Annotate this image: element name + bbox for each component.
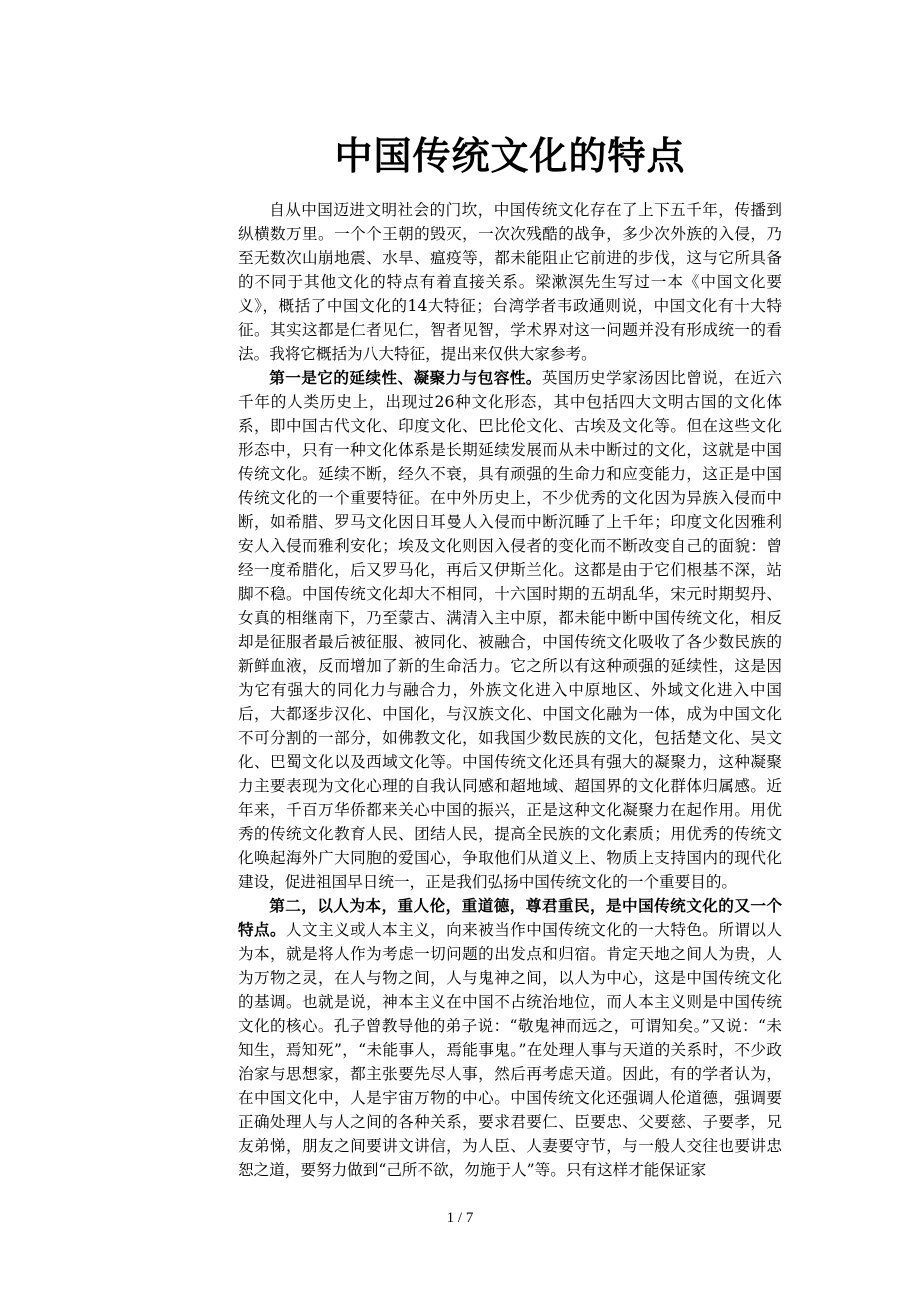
paragraph-feature-2 <box>238 894 782 1182</box>
page-number: 1 / 7 <box>446 1210 474 1226</box>
paragraph-text: 自从中国迈进文明社会的门坎，中国传统文化存在了上下五千年，传播到纵横数万里。一个个王朝的毁灭，一次次残酷的战争，多少次外族的入侵，乃至无数次山崩地震、水旱、瘟疫等，都未能阻止它前进的步伐，这与它所具备的不同于其他文化的特点有着直接关系。梁漱溟先生写过一本《中国文化要义》，概括了中国文化的14大特征；台湾学者韦政通则说，中国文化有十大特征。其实这都是仁者见仁，智者见智，学术界对这一问题并没有形成统一的看法。我将它概括为八大特征，提出来仅供大家参考。 <box>238 201 782 363</box>
paragraph-text: 英国历史学家汤因比曾说，在近六千年的人类历史上，出现过26种文化形态，其中包括四大文明古国的文化体系，即中国古代文化、印度文化、巴比伦文化、古埃及文化等。但在这些文化形态中，只有一种文化体系是长期延续发展而从未中断过的文化，这就是中国传统文化。延续不断，经久不衰，具有顽强的生命力和应变能力，这正是中国传统文化的一个重要特征。在中外历史上，不少优秀的文化因为异族入侵而中断，如希腊、罗马文化因日耳曼人入侵而中断沉睡了上千年；印度文化因雅利安人入侵而雅利安化；埃及文化则因入侵者的变化而不断改变自己的面貌：曾经一度希腊化，后又罗马化，再后又伊斯兰化。这都是由于它们根基不深，站脚不稳。中国传统文化却大不相同，十六国时期的五胡乱华，宋元时期契丹、女真的相继南下，乃至蒙古、满清入主中原，都未能中断中国传统文化，相反却是征服者最后被征服、被同化、被融合，中国传统文化吸收了各少数民族的新鲜血液，反而增加了新的生命活力。它之所以有这种顽强的延续性，这是因为它有强大的同化力与融合力，外族文化进入中原地区、外域文化进入中国后，大都逐步汉化、中国化，与汉族文化、中国文化融为一体，成为中国文化不可分割的一部分，如佛教文化，如我国少数民族的文化，包括楚文化、吴文化、巴蜀文化以及西域文化等。中国传统文化还具有强大的凝聚力，这种凝聚力主要表现为文化心理的自我认同感和超地域、超国界的文化群体归属感。近年来，千百万华侨都来关心中国的振兴，正是这种文化凝聚力在起作用。用优秀的传统文化教育人民、团结人民，提高全民族的文化素质；用优秀的传统文化唤起海外广大同胞的爱国心，争取他们从道义上、物质上支持国内的现代化建设，促进祖国早日统一，正是我们弘扬中国传统文化的一个重要目的。 <box>238 369 782 891</box>
paragraph-intro <box>238 198 782 366</box>
paragraph-text: 人文主义或人本主义，向来被当作中国传统文化的一大特色。所谓以人为本，就是将人作为考虑一切问题的出发点和归宿。肯定天地之间人为贵，人为万物之灵，在人与物之间，人与鬼神之间，以人为中心，这是中国传统文化的基调。也就是说，神本主义在中国不占统治地位，而人本主义则是中国传统文化的核心。孔子曾教导他的弟子说：“敬鬼神而远之，可谓知矣。”又说：“未知生，焉知死”，“未能事人，焉能事鬼。”在处理人事与天道的关系时，不少政治家与思想家，都主张要先尽人事，然后再考虑天道。因此，有的学者认为，在中国文化中，人是宇宙万物的中心。中国传统文化还强调人伦道德，强调要正确处理人与人之间的各种关系，要求君要仁、臣要忠、父要慈、子要孝，兄友弟悌，朋友之间要讲文讲信，为人臣、人妻要守节，与一般人交往也要讲忠恕之道，要努力做到“己所不欲，勿施于人”等。只有这样才能保证家 <box>238 921 782 1179</box>
document-body <box>238 198 782 1182</box>
paragraph-lead: 第二，以人为本，重人伦，重道德，尊君重民，是中国传统文化的又一个特点。 <box>238 896 782 939</box>
document-title: 中国传统文化的特点 <box>334 134 686 178</box>
paragraph-feature-1 <box>238 366 782 894</box>
paragraph-lead: 第一是它的延续性、凝聚力与包容性。 <box>269 368 542 387</box>
